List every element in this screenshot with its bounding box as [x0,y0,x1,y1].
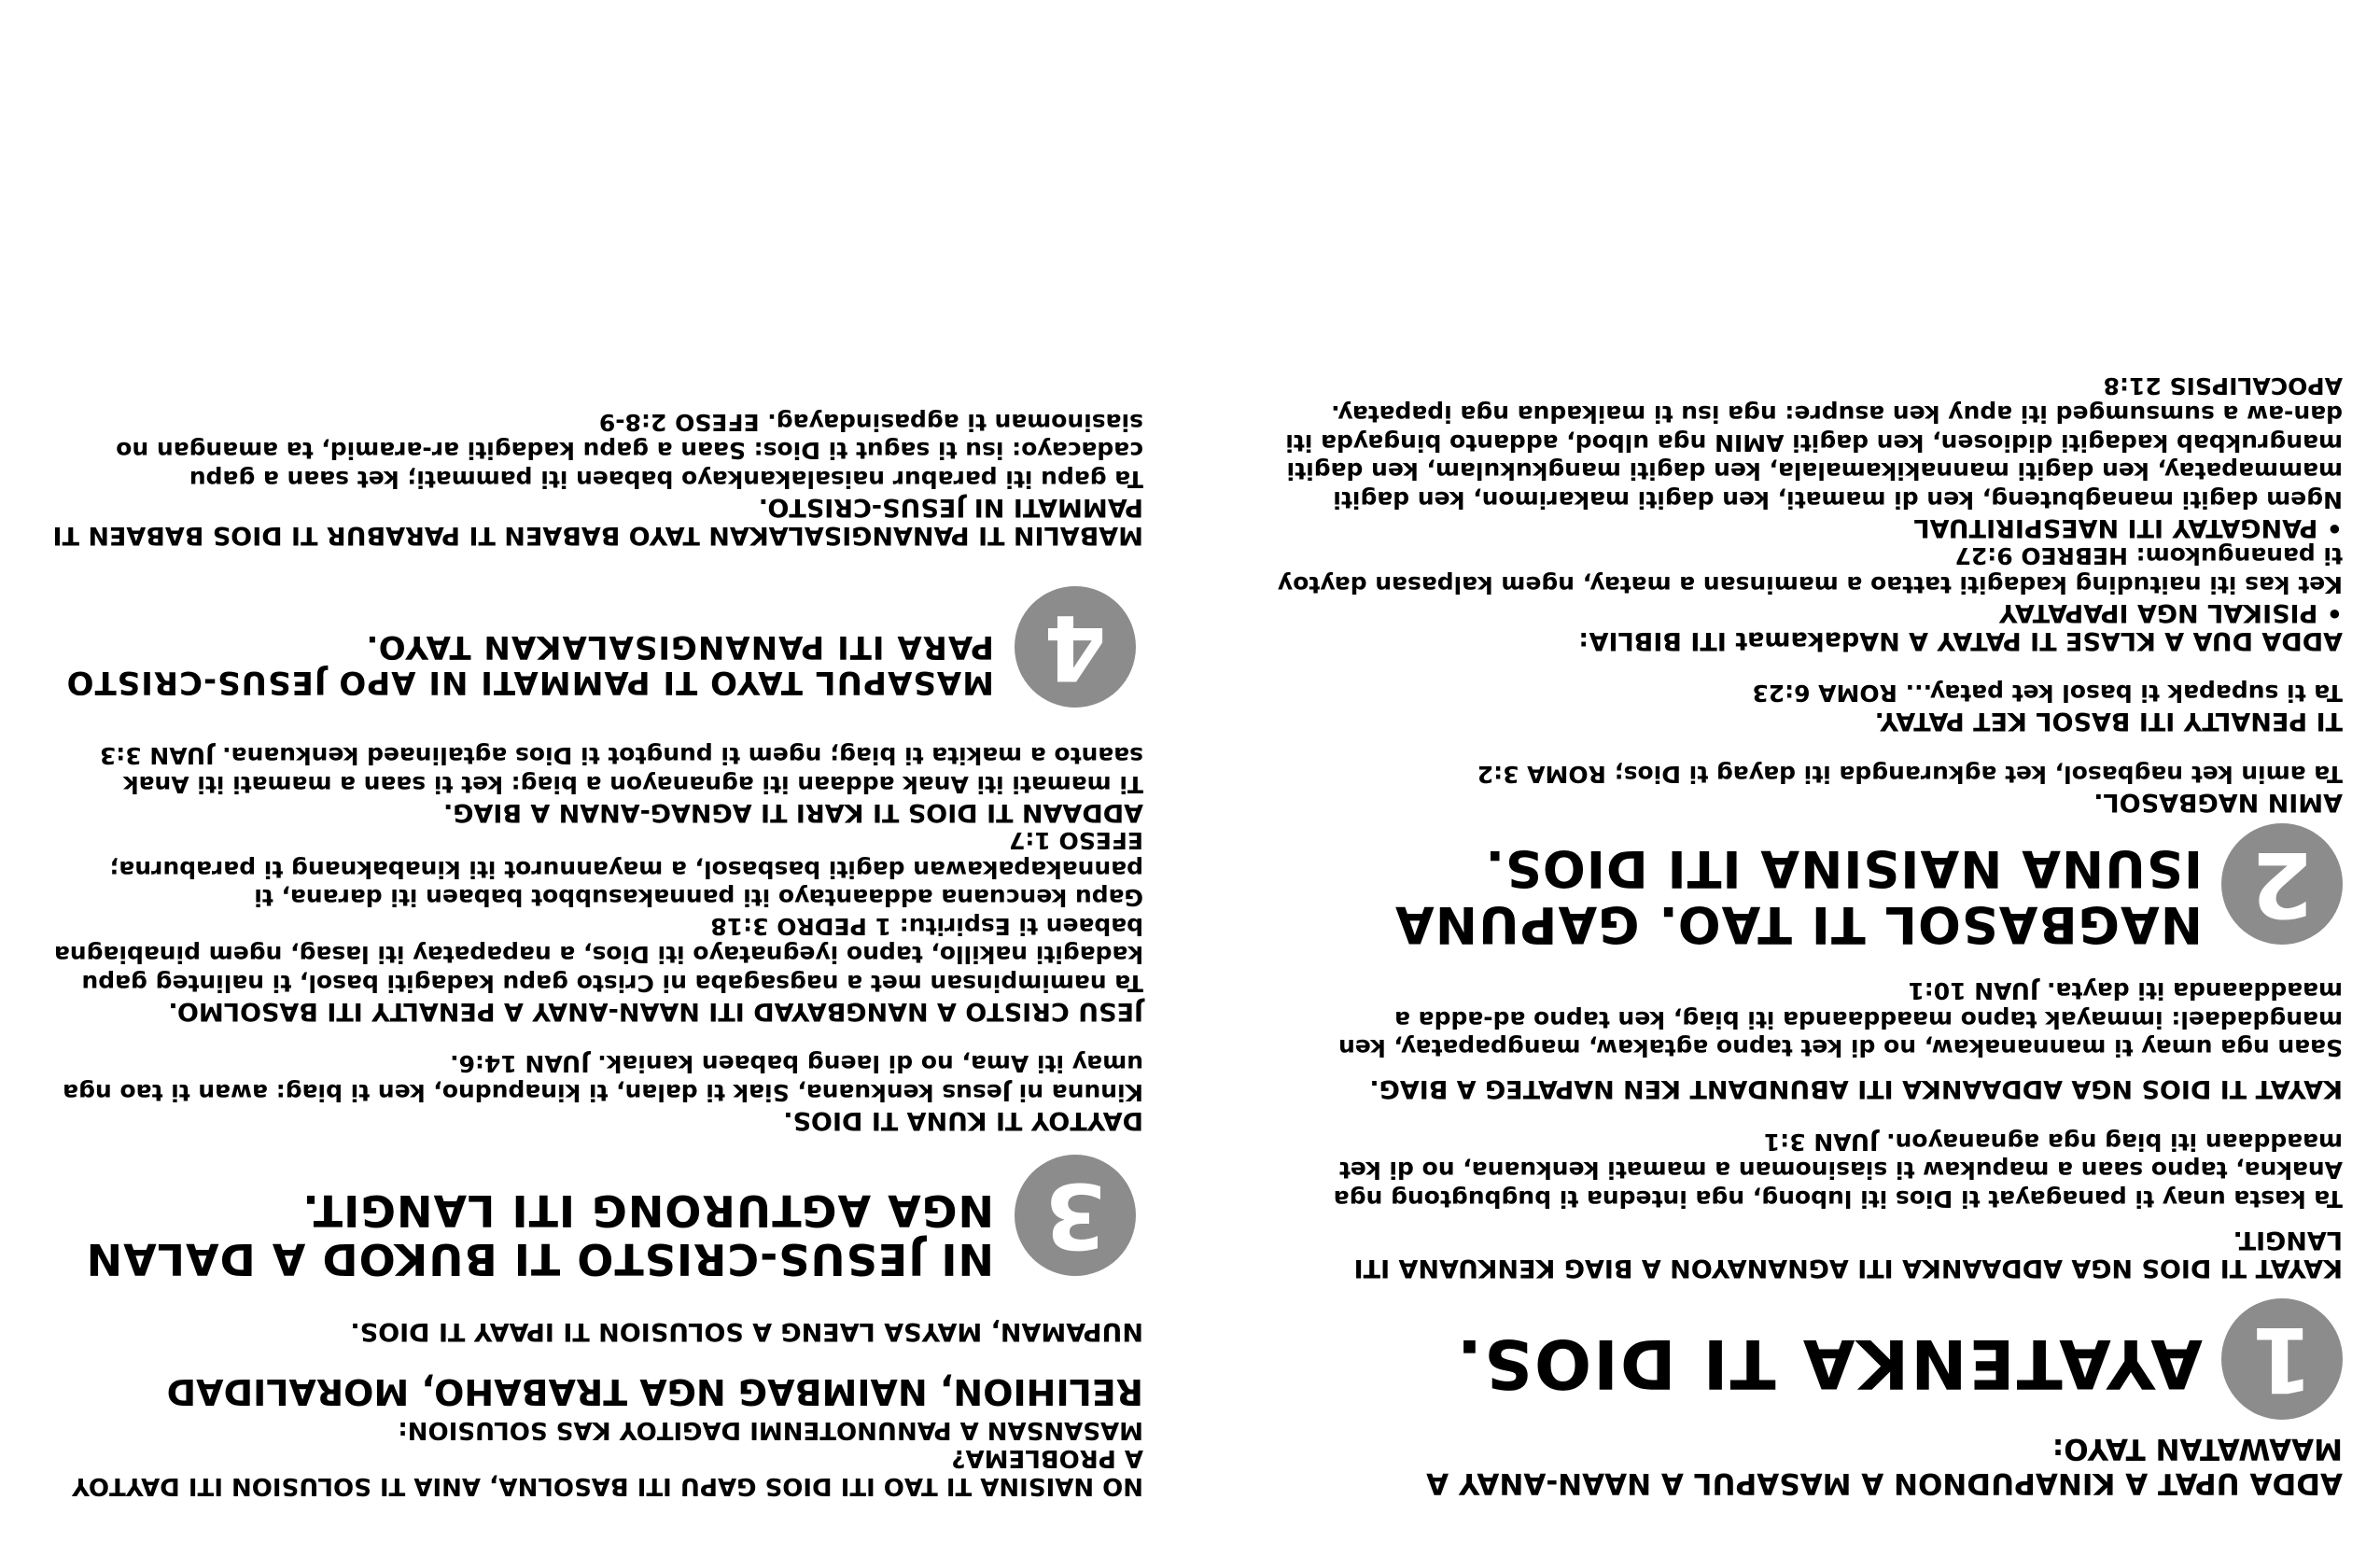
section-2 [1260,831,2343,952]
section-3-heading: NI JESUS-CRISTO TI BUKOD A DALAN NGA AGTURONG ITI LANGIT. [85,1185,994,1284]
right-intro-solutions: RELIHION, NAIMBAG NGA TRABAHO, MORALIDAD [166,1371,1143,1412]
section-2-verse-4: Ngem dagiti managbuteng, ken di mamati, ken dagiti makarimon, ken dagiti mammapatay, ken dagiti mannakikamalala, ken dagiti mangkukulam, ken dagiti mangrukbab kadagiti didiosen, ken dagiti AMIN nga ulbod, addanto bingayda iti dan-aw a sumsumged iti apuy ken asupre: nga isu ti maikadua nga ipapatay. APOCALIPSIS 21:8 [1285,372,2343,513]
section-2-verse-3: Ket kas iti naituding kadagiti tattao a maminsan a matay, ngem kalpasan daytoy ti panangukom: HEBREO 9:27 [1277,542,2343,598]
section-4-statement-1: MABALIN TI PANANGISALAKAN TAYO BABAEN TI PARABUR TI DIOS BABAEN TI PAMMATI NI JESUS-CRISTO. [52,493,1143,550]
step-number-badge: 1 [2221,1298,2343,1420]
section-3-verse-2: Ta namimpinsan met a nagsagaba ni Cristo gapu kadagiti basol, ti nalinteg gapu kadagiti nakillo, tapno iyegnatayo iti Dios, a napapatay iti lasag, ngem pinabiagna babaen ti Espiritu: 1 PEDRO 3:18 [53,913,1143,997]
section-2-heading: NAGBASOL TI TAO. GAPUNA ISUNA NAISINA ITI DIOS. [1394,839,2203,954]
section-4-heading: MASAPUL TAYO TI PAMMATI NI APO JESUS-CRISTO PARA ITI PANANGISALAKAN TAYO. [65,628,994,701]
left-panel [1260,25,2343,1500]
section-1-heading: AYATENKA TI DIOS. [1454,1325,2203,1403]
step-number-badge: 3 [1015,1155,1136,1276]
section-2-verse-2: Ta ti supapak ti basol ket patay... ROMA 6:23 [1752,680,2343,708]
left-intro: ADDA UPAT A KINAPUDNON A MASAPUL A NAAN-ANAY A MAAWATAN TAYO: [1426,1432,2343,1500]
section-2-bullet-1: • PISIKAL NGA IPAPATAY [1998,598,2343,627]
section-1-statement-2: KAYAT TI DIOS NGA ADDAANKA ITI ABUNDANT KEN NAPATEG A BIAG. [1369,1074,2343,1104]
right-panel [51,25,1143,1500]
section-1 [1260,1298,2343,1420]
section-3-body [51,741,1143,1134]
section-4-verse-1: Ta gapu iti parabur naisalakankayo babaen iti pammati; ket saan a gapu cadacayo: isu ti sagut ti Dios: Saan a gapu kadagiti ar-aramid, ta amangan no siasinoman ti agpasindayag. EFESO 2:8-9 [116,409,1143,493]
section-3-statement-2: JESU CRISTO A NANGBAYAD ITI NAAN-ANAY A PENALTY ITI BASOLMO. [168,997,1143,1026]
section-1-verse-1: Ta kasta unay ti panagayat ti Dios iti lubong, nga intedna ti bugbugtong nga Anakna, tapno saan a mapukaw ti siasinoman a mamati kenkuana, no di ket maaddaan iti biag nga agnanayon. JUAN 3:1 [1333,1128,2343,1213]
right-intro-heading: NO NAISINA TI TAO ITI DIOS GAPU ITI BASOLNA, ANIA TI SOLUSION ITI DAYTOY A PROBLEMA? [72,1444,1143,1500]
section-4 [51,586,1143,708]
section-3-verse-4: Ti mamati iti Anak addaan iti agnanayon a biag: ket ti saan a mamati iti Anak saanto a makita ti biag; ngem ti pungtot ti Dios agtalinaed kenkuana. JUAN 3:3 [99,742,1143,798]
section-2-statement-2: TI PENALTY ITI BASOL KET PATAY. [1874,707,2343,736]
section-3-statement-3: ADDAAN TI DIOS TI KARI TI AGNAG-ANAN A BIAG. [443,798,1143,827]
section-1-verse-2: Saan nga umay ti mannanakaw, no di ket tapno agtakaw, mangpapatay, ken mangdadael: immayak tapno maaddaanda iti biag, ken tapno ad-adda a maaddaanda iti dayta. JUAN 10:1 [1338,977,2343,1062]
section-3-statement-1: DAYTOY TI KUNA TI DIOS. [783,1106,1143,1135]
step-number-badge: 4 [1015,586,1136,708]
section-2-body [1260,371,2343,817]
section-2-bullet-2: • PANGATAY ITI NAESPIRITUAL [1913,513,2343,542]
section-1-body [1260,976,2343,1282]
step-number-badge: 2 [2221,823,2343,945]
section-2-verse-1: Ta amin ket nagbasol, ket agkurangda iti dayag ti Dios; ROMA 3:2 [1477,761,2343,788]
section-4-body [51,408,1143,550]
right-intro-subheading: MASANSAN A PANUNOTENMI DAGITOY KAS SOLUSION: [398,1416,1143,1444]
section-2-statement-3: ADDA DUA A KLASE TI PATAY A NAdakamat ITI BIBLIA: [1578,626,2343,655]
section-3-verse-3: Gapu kencuana addaantayo iti pannakasubbot babaen iti darana, ti pannakapakawan dagiti basbasol, a mayannurot iti kinabaknang ti paraburna; EFESO 1:7 [109,827,1143,912]
section-3-verse-1: Kinuna ni Jesus kenkuana, Siak ti dalan, ti kinapudno, ken ti biag: awan ti tao nga umay iti Ama, no di laeng babaen kaniak. JUAN 14:6. [63,1050,1143,1106]
section-3 [51,1162,1143,1283]
section-1-statement-1: KAYAT TI DIOS NGA ADDAANKA ITI AGNANAYON A BIAG KENKUANA ITI LANGIT. [1353,1226,2343,1283]
right-intro-note: NUPAMAN, MAYSA LAENG A SOLUSION TI IPAAY TI DIOS. [350,1317,1143,1346]
section-2-statement-1: AMIN NAGBASOL. [2093,788,2343,817]
